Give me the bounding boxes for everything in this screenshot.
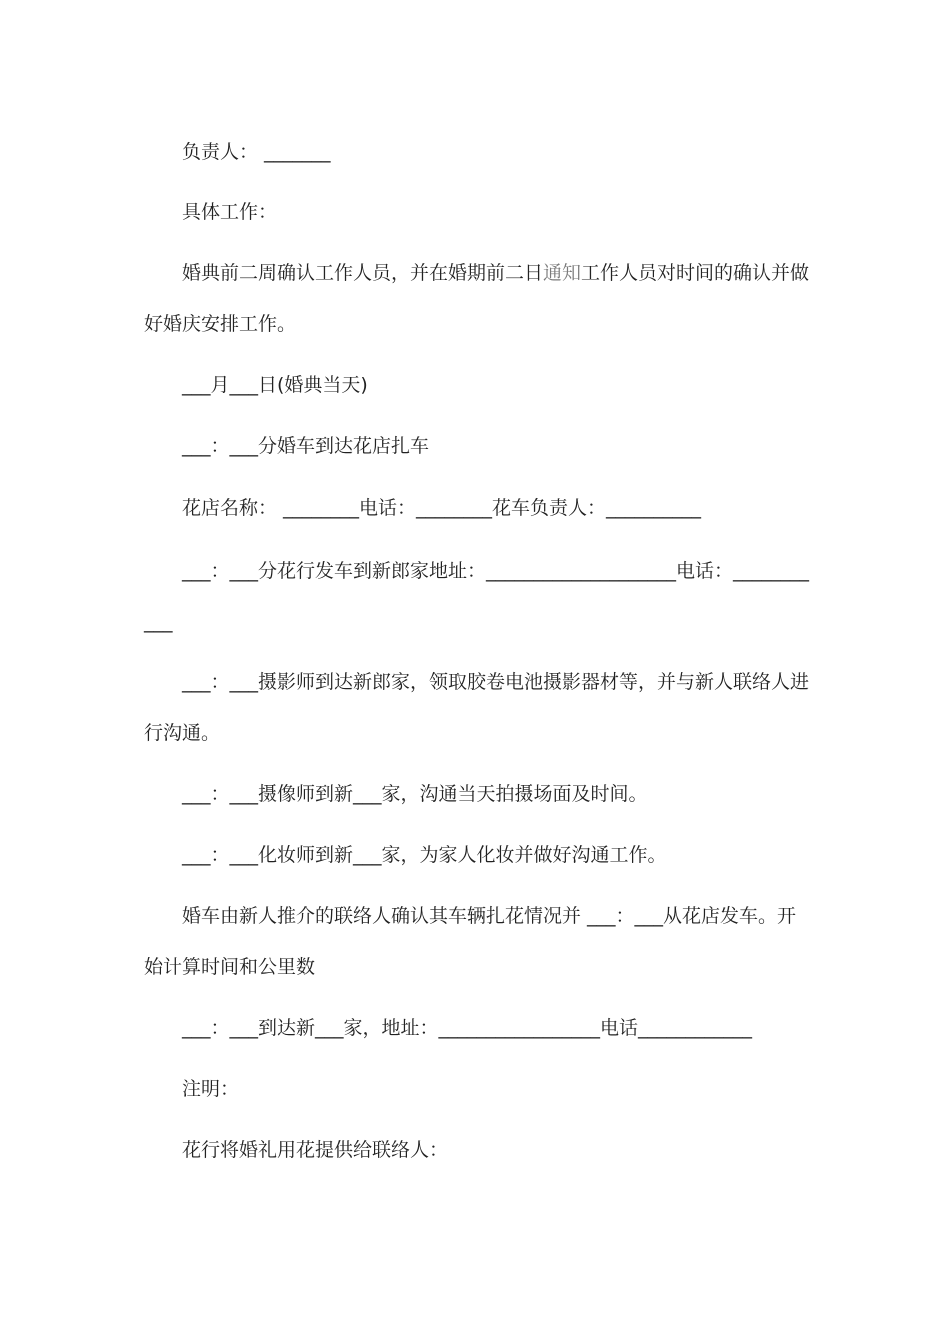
paragraph-note: 注明： xyxy=(182,1078,240,1100)
paragraph-text: 婚典前二周确认工作人员，并在婚期前二日 xyxy=(182,262,544,284)
paragraph-florist-info: 花店名称： ________电话：________花车负责人：__________ xyxy=(182,497,702,519)
paragraph-specific-work: 具体工作： xyxy=(182,201,278,223)
notify-link[interactable]: 通知 xyxy=(543,262,582,284)
paragraph-car-arrives-florist: ___：___分婚车到达花店扎车 xyxy=(182,435,430,457)
paragraph-responsible-person: 负责人： _______ xyxy=(182,141,331,163)
paragraph-makeup-artist: ___：___化妆师到新___家，为家人化妆并做好沟通工作。 xyxy=(182,844,667,866)
paragraph-wedding-date: ___月___日(婚典当天) xyxy=(182,374,368,396)
paragraph-confirm-staff xyxy=(144,248,810,350)
paragraph-videographer: ___：___摄像师到新___家，沟通当天拍摄场面及时间。 xyxy=(182,783,648,805)
paragraph-wedding-car-confirm: 婚车由新人推介的联络人确认其车辆扎花情况并 ___：___从花店发车。开始计算时间和公里数 xyxy=(144,905,797,978)
paragraph-car-departs: ___：___分花行发车到新郎家地址：____________________电话：___________ xyxy=(144,560,810,633)
paragraph-arrival-address: ___：___到达新___家，地址：_________________电话____________ xyxy=(182,1017,753,1039)
paragraph-flowers-to-contact: 花行将婚礼用花提供给联络人： xyxy=(182,1139,449,1161)
paragraph-text: 工作人员对时间的确认并做好婚庆安排工作。 xyxy=(144,262,810,335)
paragraph-photographer: ___：___摄影师到达新郎家，领取胶卷电池摄影器材等，并与新人联络人进行沟通。 xyxy=(144,671,810,744)
